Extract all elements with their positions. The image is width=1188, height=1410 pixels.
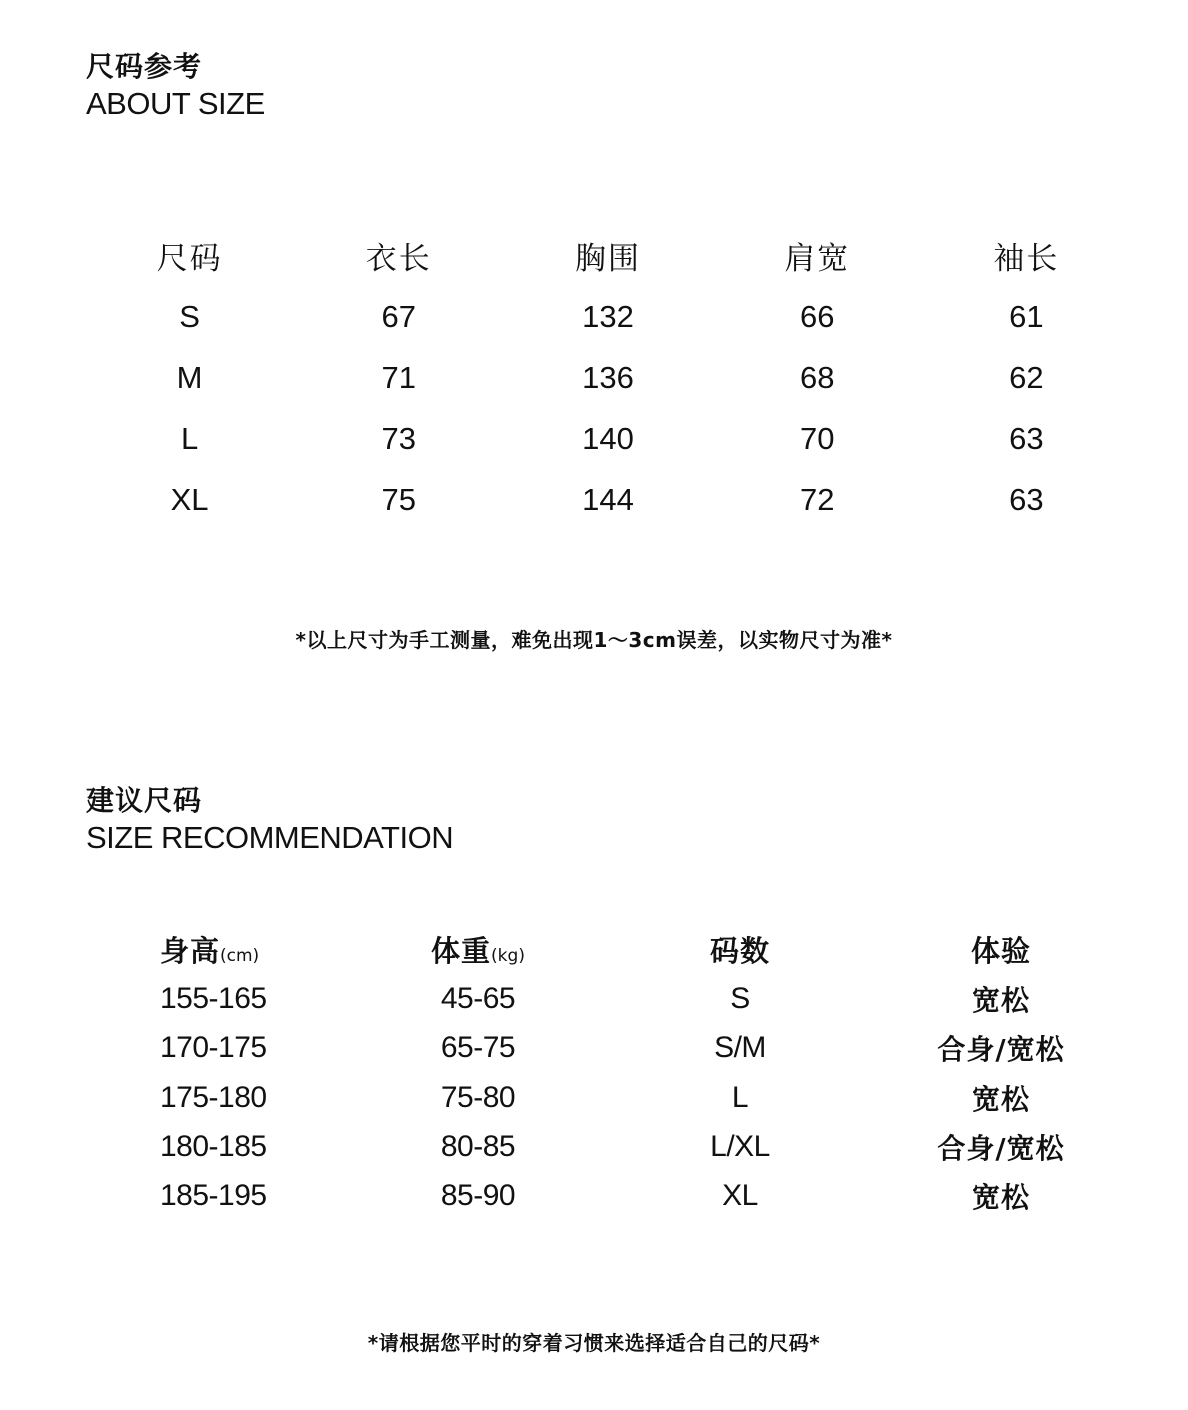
table-cell: 65-75: [440, 1031, 516, 1065]
recommendation-note: *请根据您平时的穿着习惯来选择适合自己的尺码*: [367, 1331, 821, 1355]
table-cell: 合身/宽松: [937, 1033, 1065, 1067]
table-cell: XL: [170, 481, 209, 517]
table-cell: 73: [381, 420, 417, 456]
table-cell: 155-165: [160, 981, 267, 1015]
table-cell: S: [730, 981, 750, 1015]
table-cell: 宽松: [971, 1181, 1030, 1215]
table-cell: 合身/宽松: [937, 1131, 1065, 1165]
table-cell: 80-85: [440, 1129, 516, 1163]
table-cell: L: [731, 1080, 749, 1114]
table-cell: M: [176, 359, 203, 395]
table-cell: L/XL: [710, 1129, 770, 1163]
size-reference-title-en: ABOUT SIZE: [86, 86, 265, 121]
table-cell: 144: [582, 481, 634, 517]
table-cell: 75: [381, 481, 417, 517]
table-cell: 70: [799, 420, 835, 456]
table-cell: 175-180: [160, 1080, 267, 1114]
table-cell: 136: [582, 359, 634, 395]
size-chart-header-length: 衣长: [365, 241, 432, 277]
table-cell: L: [180, 420, 199, 456]
table-cell: S/M: [714, 1031, 766, 1065]
table-cell: 宽松: [971, 1082, 1030, 1116]
table-cell: S: [179, 298, 200, 334]
rec-header-height-unit: (cm): [220, 946, 260, 967]
size-recommendation-title-en: SIZE RECOMMENDATION: [86, 820, 454, 855]
size-chart-header-shoulder: 肩宽: [784, 241, 851, 277]
table-cell: 67: [381, 298, 417, 334]
table-cell: 63: [1009, 420, 1044, 456]
table-cell: 45-65: [440, 981, 516, 1015]
table-cell: 68: [799, 359, 835, 395]
table-cell: 63: [1009, 481, 1044, 517]
size-chart-table: [85, 225, 1131, 530]
table-cell: 62: [1009, 359, 1044, 395]
table-cell: 宽松: [971, 983, 1030, 1017]
size-reference-title-cn: 尺码参考: [86, 50, 203, 83]
rec-header-size: 码数: [709, 934, 770, 969]
table-cell: 71: [381, 359, 417, 395]
rec-header-height: [85, 929, 259, 970]
table-cell: 85-90: [440, 1179, 516, 1213]
table-cell: 170-175: [160, 1031, 267, 1065]
size-chart-header-chest: 胸围: [574, 241, 641, 277]
table-cell: 61: [1009, 298, 1044, 334]
measurement-note: *以上尺寸为手工测量，难免出现1～3cm误差，以实物尺寸为准*: [295, 628, 893, 652]
rec-header-fit: 体验: [970, 934, 1031, 969]
table-cell: 66: [799, 298, 835, 334]
table-cell: 72: [799, 481, 835, 517]
table-cell: 75-80: [440, 1080, 516, 1114]
rec-header-weight-label: 体重: [431, 934, 492, 969]
rec-header-height-label: 身高: [160, 934, 221, 969]
size-recommendation-title-cn: 建议尺码: [86, 784, 203, 817]
rec-header-weight: [431, 929, 525, 970]
table-cell: 132: [582, 298, 634, 334]
size-chart-header-size: 尺码: [156, 241, 223, 277]
size-chart-header-sleeve: 袖长: [993, 241, 1060, 277]
table-cell: 140: [582, 420, 634, 456]
table-cell: 180-185: [160, 1129, 267, 1163]
table-cell: XL: [722, 1179, 758, 1213]
table-cell: 185-195: [160, 1179, 267, 1213]
rec-header-weight-unit: (kg): [491, 946, 525, 967]
size-recommendation-table: [85, 925, 1131, 1221]
